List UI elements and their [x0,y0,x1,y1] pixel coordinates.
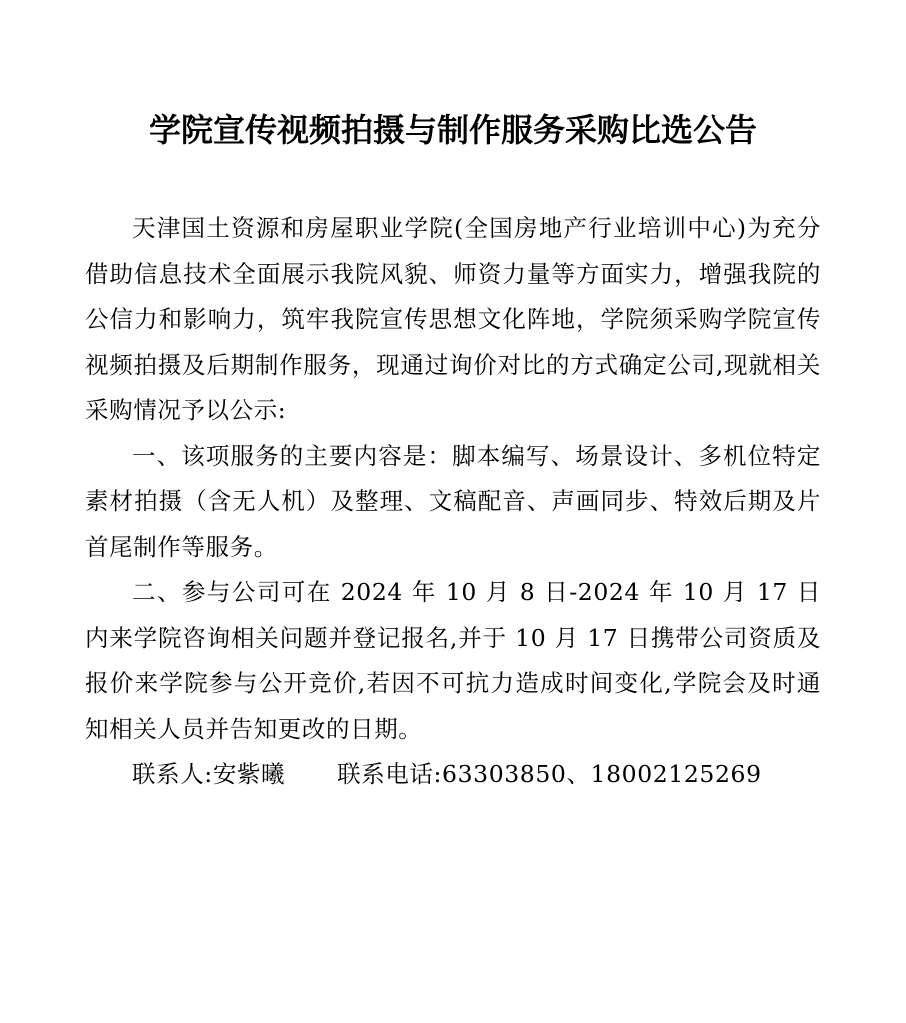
contact-line [85,752,821,798]
contact-person: 联系人:安紫曦 [132,760,286,788]
contact-phone: 联系电话:63303850、18002125269 [337,760,762,788]
paragraph-registration: 二、参与公司可在 2024 年 10 月 8 日-2024 年 10 月 17 日内来学院咨询相关问题并登记报名,并于 10 月 17 日携带公司资质及报价来学院参与公开竞价,若因不可抗力造成时间变化,学院会及时通知相关人员并告知更改的日期。 [85,578,821,743]
document-title: 学院宣传视频拍摄与制作服务采购比选公告 [148,111,757,149]
paragraph-intro: 天津国土资源和房屋职业学院(全国房地产行业培训中心)为充分借助信息技术全面展示我院风貌、师资力量等方面实力，增强我院的公信力和影响力，筑牢我院宣传思想文化阵地，学院须采购学院宣传视频拍摄及后期制作服务，现通过询价对比的方式确定公司,现就相关采购情况予以公示: [85,214,821,424]
document-body [85,206,821,798]
paragraph-service-content: 一、该项服务的主要内容是：脚本编写、场景设计、多机位特定素材拍摄（含无人机）及整理、文稿配音、声画同步、特效后期及片首尾制作等服务。 [85,441,821,561]
